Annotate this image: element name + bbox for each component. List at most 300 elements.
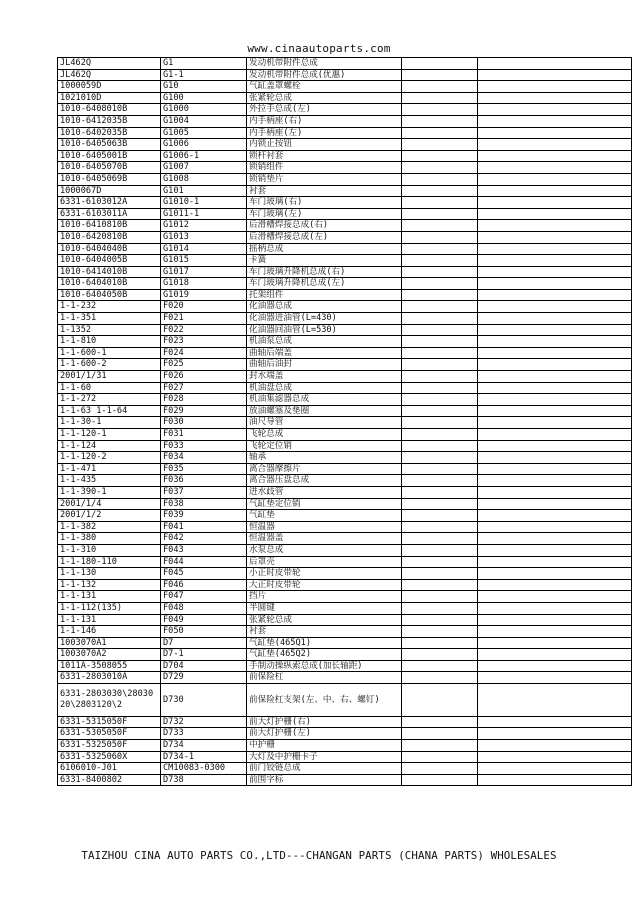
table-row xyxy=(58,81,632,93)
extra-cell xyxy=(402,243,478,255)
description-cell: 内手柄座(右) xyxy=(247,115,402,127)
code-cell: F022 xyxy=(161,324,247,336)
table-row xyxy=(58,637,632,649)
extra-cell xyxy=(402,498,478,510)
part-number-cell: 1-1-351 xyxy=(58,313,161,325)
table-row xyxy=(58,417,632,429)
extra-cell xyxy=(402,728,478,740)
extra-cell xyxy=(402,405,478,417)
description-cell: 小正时皮带轮 xyxy=(247,568,402,580)
part-number-cell: 1010-6410810B xyxy=(58,220,161,232)
description-cell: 气缸垫(465Q1) xyxy=(247,637,402,649)
description-cell: 大灯及中护栅卡子 xyxy=(247,751,402,763)
part-number-cell: 1010-6404050B xyxy=(58,289,161,301)
part-number-cell: JL462Q xyxy=(58,69,161,81)
part-number-cell: 1000067D xyxy=(58,185,161,197)
description-cell: 锁销组件 xyxy=(247,162,402,174)
code-cell: D7 xyxy=(161,637,247,649)
table-row xyxy=(58,716,632,728)
table-row xyxy=(58,614,632,626)
part-number-cell: 1-1-435 xyxy=(58,475,161,487)
extra-cell xyxy=(402,81,478,93)
extra-cell xyxy=(402,440,478,452)
table-row xyxy=(58,231,632,243)
part-number-cell: 2001/1/31 xyxy=(58,371,161,383)
table-row xyxy=(58,774,632,786)
blank-cell xyxy=(478,197,632,209)
part-number-cell: 1-1-310 xyxy=(58,544,161,556)
blank-cell xyxy=(478,452,632,464)
description-cell: 托架组件 xyxy=(247,289,402,301)
extra-cell xyxy=(402,104,478,116)
extra-cell xyxy=(402,521,478,533)
blank-cell xyxy=(478,405,632,417)
description-cell: 衬套 xyxy=(247,185,402,197)
code-cell: F020 xyxy=(161,301,247,313)
description-cell: 锁杆衬套 xyxy=(247,150,402,162)
blank-cell xyxy=(478,475,632,487)
blank-cell xyxy=(478,69,632,81)
description-cell: 曲轴后油封 xyxy=(247,359,402,371)
blank-cell xyxy=(478,313,632,325)
code-cell: F043 xyxy=(161,544,247,556)
code-cell: F039 xyxy=(161,510,247,522)
part-number-cell: 1010-6405001B xyxy=(58,150,161,162)
blank-cell xyxy=(478,544,632,556)
table-row xyxy=(58,510,632,522)
table-row xyxy=(58,173,632,185)
part-number-cell: 1000059D xyxy=(58,81,161,93)
part-number-cell: 1021010D xyxy=(58,92,161,104)
part-number-cell: 1-1352 xyxy=(58,324,161,336)
table-row xyxy=(58,289,632,301)
extra-cell xyxy=(402,763,478,775)
part-number-cell: 1-1-600-2 xyxy=(58,359,161,371)
extra-cell xyxy=(402,533,478,545)
part-number-cell: 1010-6414010B xyxy=(58,266,161,278)
extra-cell xyxy=(402,359,478,371)
code-cell: D732 xyxy=(161,716,247,728)
table-row xyxy=(58,359,632,371)
part-number-cell: 1010-6405069B xyxy=(58,173,161,185)
blank-cell xyxy=(478,579,632,591)
description-cell: 中护栅 xyxy=(247,740,402,752)
part-number-cell: 1-1-120-2 xyxy=(58,452,161,464)
part-number-cell: 2001/1/2 xyxy=(58,510,161,522)
extra-cell xyxy=(402,637,478,649)
blank-cell xyxy=(478,104,632,116)
extra-cell xyxy=(402,463,478,475)
table-row xyxy=(58,92,632,104)
description-cell: 飞轮总成 xyxy=(247,429,402,441)
table-row xyxy=(58,728,632,740)
table-row xyxy=(58,602,632,614)
blank-cell xyxy=(478,173,632,185)
description-cell: 内手柄座(左) xyxy=(247,127,402,139)
extra-cell xyxy=(402,208,478,220)
blank-cell xyxy=(478,649,632,661)
code-cell: D7-1 xyxy=(161,649,247,661)
part-number-cell: 6331-5325060X xyxy=(58,751,161,763)
description-cell: 机油泵总成 xyxy=(247,336,402,348)
code-cell: G1 xyxy=(161,58,247,70)
part-number-cell: 1-1-60 xyxy=(58,382,161,394)
code-cell: G1018 xyxy=(161,278,247,290)
table-row xyxy=(58,763,632,775)
extra-cell xyxy=(402,452,478,464)
table-row xyxy=(58,371,632,383)
extra-cell xyxy=(402,92,478,104)
description-cell: 离合器压盘总成 xyxy=(247,475,402,487)
blank-cell xyxy=(478,231,632,243)
code-cell: F035 xyxy=(161,463,247,475)
blank-cell xyxy=(478,521,632,533)
table-row xyxy=(58,751,632,763)
part-number-cell: 1-1-132 xyxy=(58,579,161,591)
code-cell: G1011-1 xyxy=(161,208,247,220)
table-row xyxy=(58,104,632,116)
part-number-cell: 1-1-810 xyxy=(58,336,161,348)
description-cell: 化油器回油管(L=530) xyxy=(247,324,402,336)
code-cell: G1014 xyxy=(161,243,247,255)
part-number-cell: 6331-2803030\2803020\2803120\2 xyxy=(58,684,161,717)
table-row xyxy=(58,452,632,464)
blank-cell xyxy=(478,763,632,775)
blank-cell xyxy=(478,255,632,267)
description-cell: 飞轮定位销 xyxy=(247,440,402,452)
extra-cell xyxy=(402,510,478,522)
blank-cell xyxy=(478,139,632,151)
table-row xyxy=(58,220,632,232)
code-cell: G1000 xyxy=(161,104,247,116)
blank-cell xyxy=(478,728,632,740)
extra-cell xyxy=(402,556,478,568)
blank-cell xyxy=(478,751,632,763)
blank-cell xyxy=(478,440,632,452)
table-row xyxy=(58,568,632,580)
extra-cell xyxy=(402,139,478,151)
table-row xyxy=(58,486,632,498)
table-row xyxy=(58,405,632,417)
code-cell: F048 xyxy=(161,602,247,614)
blank-cell xyxy=(478,208,632,220)
description-cell: 气缸垫(465Q2) xyxy=(247,649,402,661)
part-number-cell: 1-1-130 xyxy=(58,568,161,580)
table-row xyxy=(58,440,632,452)
table-row xyxy=(58,556,632,568)
blank-cell xyxy=(478,568,632,580)
blank-cell xyxy=(478,266,632,278)
extra-cell xyxy=(402,716,478,728)
table-row xyxy=(58,649,632,661)
blank-cell xyxy=(478,614,632,626)
part-number-cell: 6331-6103012A xyxy=(58,197,161,209)
table-row xyxy=(58,301,632,313)
table-row xyxy=(58,521,632,533)
part-number-cell: 1-1-112(135) xyxy=(58,602,161,614)
part-number-cell: 1-1-232 xyxy=(58,301,161,313)
extra-cell xyxy=(402,751,478,763)
extra-cell xyxy=(402,568,478,580)
blank-cell xyxy=(478,510,632,522)
description-cell: 内锁止按钮 xyxy=(247,139,402,151)
part-number-cell: 1010-6405063B xyxy=(58,139,161,151)
blank-cell xyxy=(478,417,632,429)
table-row xyxy=(58,429,632,441)
blank-cell xyxy=(478,429,632,441)
part-number-cell: 1010-6404040B xyxy=(58,243,161,255)
description-cell: 放油螺塞及垫圈 xyxy=(247,405,402,417)
extra-cell xyxy=(402,278,478,290)
code-cell: F034 xyxy=(161,452,247,464)
table-row xyxy=(58,533,632,545)
blank-cell xyxy=(478,602,632,614)
table-row xyxy=(58,208,632,220)
part-number-cell: 1010-6405070B xyxy=(58,162,161,174)
table-row xyxy=(58,498,632,510)
part-number-cell: 1010-6404010B xyxy=(58,278,161,290)
extra-cell xyxy=(402,336,478,348)
page-footer: TAIZHOU CINA AUTO PARTS CO.,LTD---CHANGAN PARTS (CHANA PARTS) WHOLESALES xyxy=(81,849,557,862)
description-cell: 进水歧管 xyxy=(247,486,402,498)
part-number-cell: 6331-5325050F xyxy=(58,740,161,752)
description-cell: 锁销垫片 xyxy=(247,173,402,185)
code-cell: F036 xyxy=(161,475,247,487)
description-cell: 前门铰链总成 xyxy=(247,763,402,775)
table-row xyxy=(58,197,632,209)
extra-cell xyxy=(402,220,478,232)
extra-cell xyxy=(402,266,478,278)
code-cell: F028 xyxy=(161,394,247,406)
part-number-cell: 1003070A2 xyxy=(58,649,161,661)
extra-cell xyxy=(402,162,478,174)
extra-cell xyxy=(402,417,478,429)
blank-cell xyxy=(478,660,632,672)
extra-cell xyxy=(402,591,478,603)
description-cell: 发动机带附件总成(优惠) xyxy=(247,69,402,81)
table-row xyxy=(58,382,632,394)
code-cell: F042 xyxy=(161,533,247,545)
code-cell: F025 xyxy=(161,359,247,371)
part-number-cell: 6106010-J01 xyxy=(58,763,161,775)
extra-cell xyxy=(402,231,478,243)
extra-cell xyxy=(402,255,478,267)
part-number-cell: 6331-6103011A xyxy=(58,208,161,220)
description-cell: 卡簧 xyxy=(247,255,402,267)
blank-cell xyxy=(478,359,632,371)
blank-cell xyxy=(478,58,632,70)
part-number-cell: 2001/1/4 xyxy=(58,498,161,510)
description-cell: 前围字标 xyxy=(247,774,402,786)
code-cell: F029 xyxy=(161,405,247,417)
table-row xyxy=(58,394,632,406)
description-cell: 外拉手总成(左) xyxy=(247,104,402,116)
blank-cell xyxy=(478,774,632,786)
code-cell: G1007 xyxy=(161,162,247,174)
table-row xyxy=(58,162,632,174)
description-cell: 后滑槽焊接总成(左) xyxy=(247,231,402,243)
parts-table xyxy=(57,57,632,786)
description-cell: 车门玻璃升降机总成(左) xyxy=(247,278,402,290)
table-row xyxy=(58,672,632,684)
code-cell: F037 xyxy=(161,486,247,498)
blank-cell xyxy=(478,672,632,684)
code-cell: G1010-1 xyxy=(161,197,247,209)
table-row xyxy=(58,579,632,591)
blank-cell xyxy=(478,394,632,406)
blank-cell xyxy=(478,150,632,162)
code-cell: G1019 xyxy=(161,289,247,301)
table-row xyxy=(58,591,632,603)
blank-cell xyxy=(478,289,632,301)
table-row xyxy=(58,243,632,255)
code-cell: F021 xyxy=(161,313,247,325)
blank-cell xyxy=(478,626,632,638)
extra-cell xyxy=(402,660,478,672)
blank-cell xyxy=(478,740,632,752)
part-number-cell: 6331-5305050F xyxy=(58,728,161,740)
part-number-cell: 1011A-3508055 xyxy=(58,660,161,672)
part-number-cell: 6331-8400802 xyxy=(58,774,161,786)
extra-cell xyxy=(402,289,478,301)
description-cell: 手制动操纵索总成(加长轴距) xyxy=(247,660,402,672)
code-cell: G1012 xyxy=(161,220,247,232)
table-row xyxy=(58,740,632,752)
extra-cell xyxy=(402,185,478,197)
table-row xyxy=(58,150,632,162)
extra-cell xyxy=(402,672,478,684)
table-row xyxy=(58,185,632,197)
code-cell: F030 xyxy=(161,417,247,429)
part-number-cell: 1-1-131 xyxy=(58,614,161,626)
description-cell: 车门玻璃(右) xyxy=(247,197,402,209)
description-cell: 车门玻璃升降机总成(右) xyxy=(247,266,402,278)
code-cell: F031 xyxy=(161,429,247,441)
description-cell: 前保险杠 xyxy=(247,672,402,684)
code-cell: F050 xyxy=(161,626,247,638)
site-header: www.cinaautoparts.com xyxy=(247,42,391,55)
code-cell: G1017 xyxy=(161,266,247,278)
code-cell: G1006-1 xyxy=(161,150,247,162)
table-row xyxy=(58,660,632,672)
part-number-cell: 1010-6408010B xyxy=(58,104,161,116)
table-row xyxy=(58,626,632,638)
code-cell: F027 xyxy=(161,382,247,394)
code-cell: G10 xyxy=(161,81,247,93)
part-number-cell: 1-1-390-1 xyxy=(58,486,161,498)
part-number-cell: JL462Q xyxy=(58,58,161,70)
description-cell: 轴承 xyxy=(247,452,402,464)
code-cell: D738 xyxy=(161,774,247,786)
description-cell: 离合器摩擦片 xyxy=(247,463,402,475)
blank-cell xyxy=(478,498,632,510)
part-number-cell: 1010-6412035B xyxy=(58,115,161,127)
code-cell: F047 xyxy=(161,591,247,603)
description-cell: 挡片 xyxy=(247,591,402,603)
extra-cell xyxy=(402,382,478,394)
parts-table-body xyxy=(58,58,632,786)
extra-cell xyxy=(402,173,478,185)
code-cell: F049 xyxy=(161,614,247,626)
blank-cell xyxy=(478,220,632,232)
blank-cell xyxy=(478,243,632,255)
extra-cell xyxy=(402,429,478,441)
part-number-cell: 1010-6420810B xyxy=(58,231,161,243)
blank-cell xyxy=(478,162,632,174)
description-cell: 张紧轮总成 xyxy=(247,614,402,626)
part-number-cell: 1-1-124 xyxy=(58,440,161,452)
code-cell: F046 xyxy=(161,579,247,591)
table-row xyxy=(58,115,632,127)
extra-cell xyxy=(402,197,478,209)
extra-cell xyxy=(402,614,478,626)
description-cell: 机油集滤器总成 xyxy=(247,394,402,406)
extra-cell xyxy=(402,602,478,614)
part-number-cell: 1-1-471 xyxy=(58,463,161,475)
table-row xyxy=(58,266,632,278)
table-row xyxy=(58,684,632,717)
description-cell: 化油器总成 xyxy=(247,301,402,313)
extra-cell xyxy=(402,626,478,638)
description-cell: 化油器进油管(L=430) xyxy=(247,313,402,325)
code-cell: G1005 xyxy=(161,127,247,139)
code-cell: F023 xyxy=(161,336,247,348)
description-cell: 气缸垫 xyxy=(247,510,402,522)
part-number-cell: 1-1-382 xyxy=(58,521,161,533)
extra-cell xyxy=(402,740,478,752)
part-number-cell: 1-1-120-1 xyxy=(58,429,161,441)
part-number-cell: 1-1-600-1 xyxy=(58,347,161,359)
blank-cell xyxy=(478,278,632,290)
description-cell: 油尺导管 xyxy=(247,417,402,429)
blank-cell xyxy=(478,324,632,336)
extra-cell xyxy=(402,313,478,325)
blank-cell xyxy=(478,185,632,197)
blank-cell xyxy=(478,556,632,568)
code-cell: G1008 xyxy=(161,173,247,185)
part-number-cell: 1-1-30-1 xyxy=(58,417,161,429)
code-cell: G100 xyxy=(161,92,247,104)
code-cell: G1006 xyxy=(161,139,247,151)
description-cell: 气缸盖罩螺栓 xyxy=(247,81,402,93)
description-cell: 前保险杠支架(左、中、右、螺钉) xyxy=(247,684,402,717)
description-cell: 前大灯护栅(左) xyxy=(247,728,402,740)
blank-cell xyxy=(478,92,632,104)
code-cell: G101 xyxy=(161,185,247,197)
extra-cell xyxy=(402,649,478,661)
part-number-cell: 1010-6404005B xyxy=(58,255,161,267)
blank-cell xyxy=(478,684,632,717)
table-row xyxy=(58,278,632,290)
extra-cell xyxy=(402,486,478,498)
blank-cell xyxy=(478,637,632,649)
blank-cell xyxy=(478,486,632,498)
description-cell: 恒温器 xyxy=(247,521,402,533)
table-row xyxy=(58,544,632,556)
code-cell: D733 xyxy=(161,728,247,740)
description-cell: 后罩壳 xyxy=(247,556,402,568)
table-row xyxy=(58,313,632,325)
blank-cell xyxy=(478,81,632,93)
extra-cell xyxy=(402,774,478,786)
code-cell: G1015 xyxy=(161,255,247,267)
code-cell: F044 xyxy=(161,556,247,568)
code-cell: D730 xyxy=(161,684,247,717)
description-cell: 发动机带附件总成 xyxy=(247,58,402,70)
description-cell: 恒温器盖 xyxy=(247,533,402,545)
code-cell: D734 xyxy=(161,740,247,752)
description-cell: 车门玻璃(左) xyxy=(247,208,402,220)
